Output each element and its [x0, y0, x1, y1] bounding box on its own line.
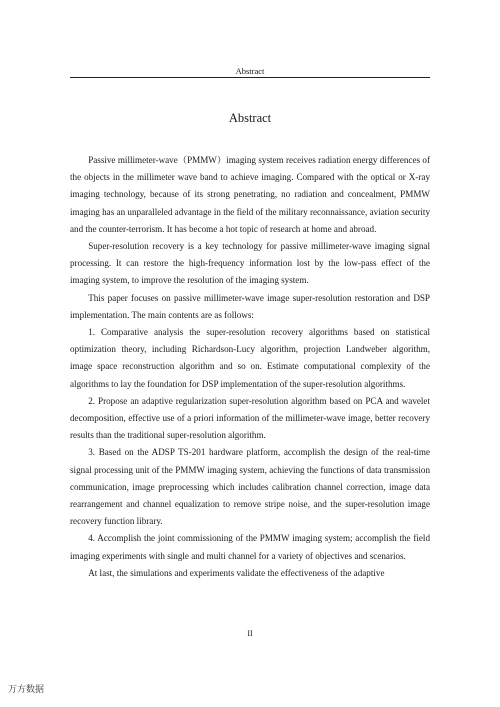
page-title: Abstract [228, 111, 272, 125]
paragraph: Passive millimeter-wave（PMMW）imaging system receives radiation energy differences of the objects in the millimeter wave band to achieve imaging. Compared with the optical or X-ray imaging technology, because of its strong penetrating, no radiation and concealment, PMMW imaging has an unparalleled advantage in the field of the military reconnaissance, aviation security and the counter-terrorism. It has become a hot topic of research at home and abroad. [70, 155, 430, 234]
paragraph: 2. Propose an adaptive regularization super-resolution algorithm based on PCA and wavelet decomposition, effective use of a priori information of the millimeter-wave image, better recovery results than the traditional super-resolution algorithm. [70, 395, 430, 441]
paragraph: 4. Accomplish the joint commissioning of the PMMW imaging system; accomplish the field imaging experiments with single and multi channel for a variety of objectives and scenarios. [70, 533, 430, 561]
header-rule [70, 77, 430, 78]
paragraph: 3. Based on the ADSP TS-201 hardware platform, accomplish the design of the real-time signal processing unit of the PMMW imaging system, achieving the functions of data transmission communication, image preprocessing which includes calibration channel correction, image data rearrangement and channel equalization to remove stripe noise, and the super-resolution image recovery function library. [70, 447, 430, 527]
paragraph: Super-resolution recovery is a key technology for passive millimeter-wave imaging signal processing. It can restore the high-frequency information lost by the low-pass effect of the imaging system, to improve the resolution of the imaging system. [70, 241, 430, 286]
paragraph: 1. Comparative analysis the super-resolution recovery algorithms based on statistical optimization theory, including Richardson-Lucy algorithm, projection Landweber algorithm, image space reconstruction algorithm and so on. Estimate computational complexity of the algorithms to lay the foundation for DSP implementation of the super-resolution algorithms. [70, 327, 430, 389]
running-header: Abstract [235, 66, 265, 76]
watermark-text: 万方数据 [8, 685, 45, 695]
paragraph: This paper focuses on passive millimeter-wave image super-resolution restoration and DSP implementation. The main contents are as follows: [70, 292, 430, 320]
paragraph: At last, the simulations and experiments validate the effectiveness of the adaptive [88, 567, 385, 578]
abstract-body [70, 152, 430, 582]
page-number: II [247, 629, 253, 638]
